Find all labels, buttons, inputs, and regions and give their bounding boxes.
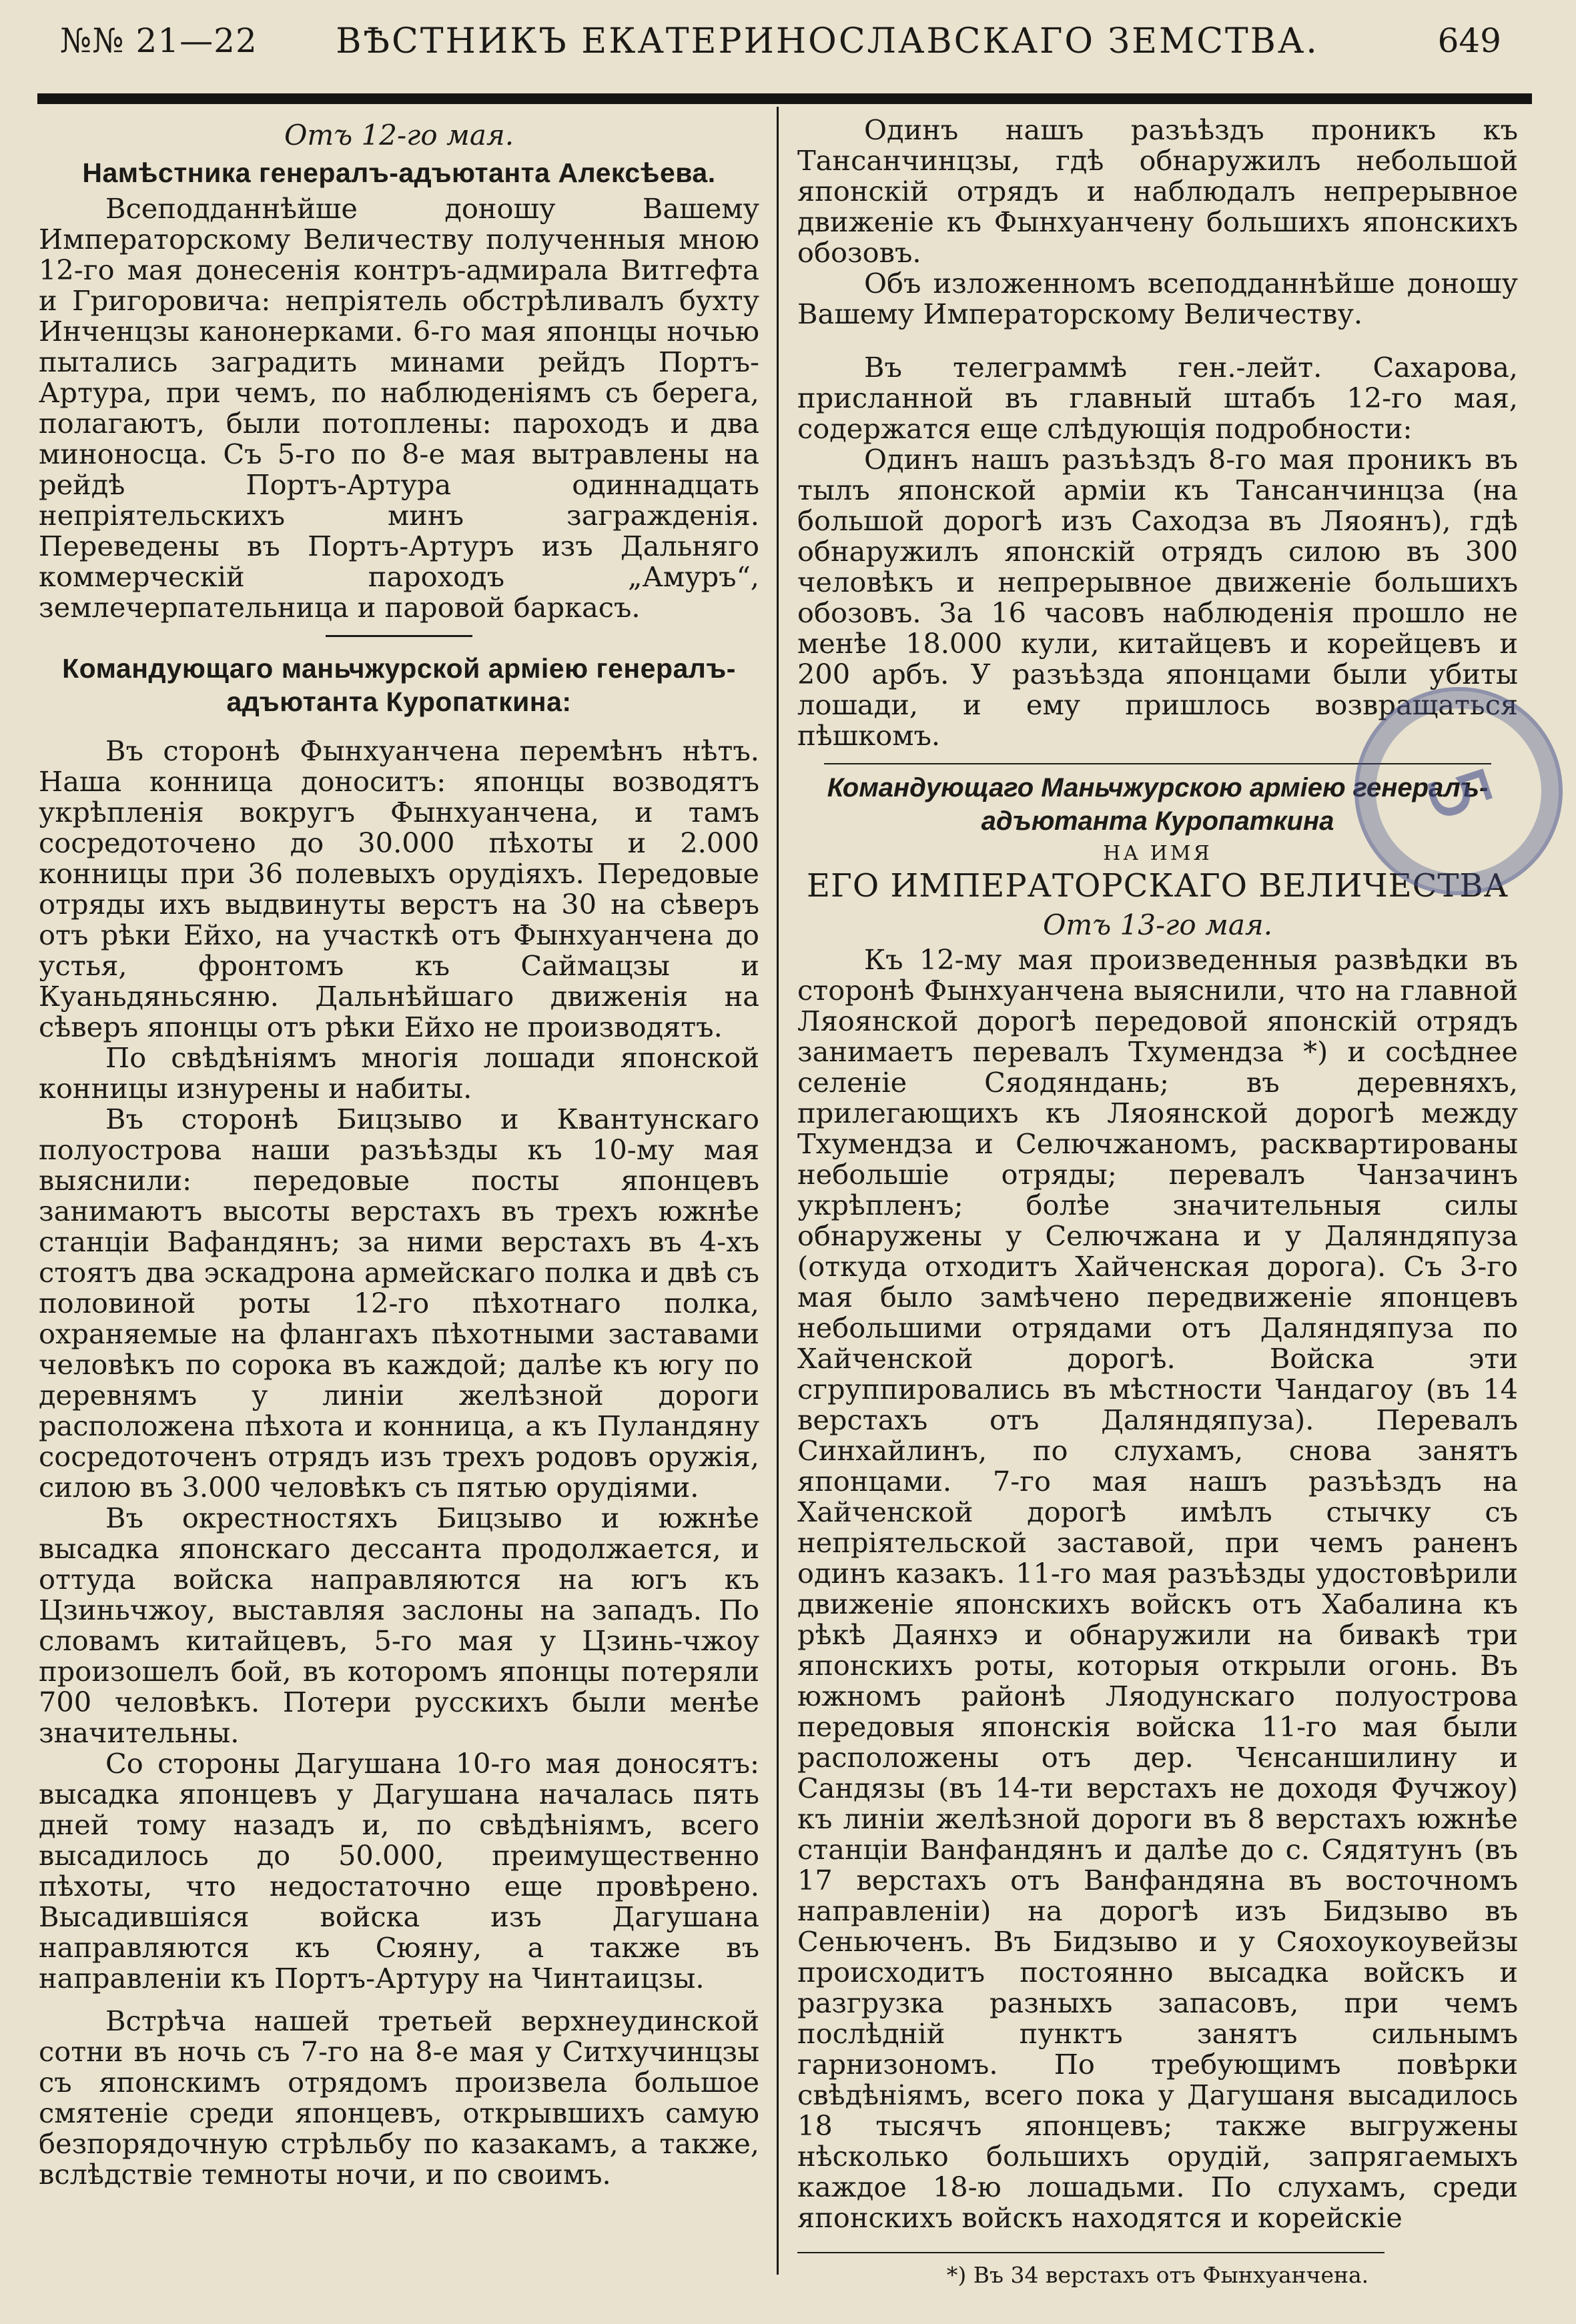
paragraph: Встрѣча нашей третьей верхнеудинской сотни въ ночь съ 7-го на 8-е мая у Ситхучинцзы съ японскимъ отрядомъ произвела большое смятеніе среди японцевъ, открывшихъ самую безпорядочную стрѣльбу по казакамъ, а также, вслѣдствіе темноты ночи, и по своимъ. [39,2004,759,2191]
dateline: Отъ 12-го мая. [284,119,514,151]
paragraph: По свѣдѣніямъ многія лошади японской конницы изнурены и набиты. [39,1041,759,1105]
section-heading: Намѣстника генералъ-адъютанта Алексѣева. [82,157,716,188]
section-divider [326,635,472,637]
footnote-rule [797,2252,1385,2253]
page-header [60,16,1501,69]
section-heading: Командующаго Маньчжурскою арміею генералъ-адъютанта Куропаткина [827,773,1489,836]
paragraph: Всеподданнѣйше доношу Вашему Императорскому Величеству полученныя мною 12-го мая донесенія контръ-адмирала Витгефта и Григоровича: непріятель обстрѣливалъ бухту Инченцзы канонерками. 6-го мая японцы ночью пытались заградить минами рейдъ Портъ-Артура, при чемъ, по наблюденіямъ съ берега, полагаютъ, были потоплены: пароходъ и два миноносца. Съ 5-го по 8-е мая вытравлены на рейдѣ Портъ-Артура одиннадцать непріятельскихъ минъ загражденія. Переведены въ Портъ-Артуръ изъ Дальняго коммерческій пароходъ „Амуръ“, землечерпательница и паровой баркасъ. [39,192,759,624]
issue-number: №№ 21—22 [60,21,258,60]
dateline: Отъ 13-го мая. [1042,909,1273,941]
masthead-title: ВѢСТНИКЪ ЕКАТЕРИНОСЛАВСКАГО ЗЕМСТВА. [336,21,1319,61]
header-rule [37,93,1532,104]
paragraph: Къ 12-му мая произведенныя развѣдки въ сторонѣ Фынхуанчена выяснили, что на главной Ляоянской дорогѣ передовой японскій отрядъ занимаетъ перевалъ Тхумендза *) и сосѣднее селеніе Сяодяндань; въ деревняхъ, прилегающихъ къ Ляоянской дорогѣ между Тхумендза и Селючжаномъ, расквартированы небольшіе отряды; перевалъ Чанзачинъ укрѣпленъ; болѣе значительныя силы обнаружены у Селючжана и у Даляндяпуза (откуда отходитъ Хайченская дорога). Съ 3-го мая было замѣчено передвиженіе японцевъ небольшими отрядами отъ Даляндяпуза по Хайченской дорогѣ. Войска эти сгруппировались въ мѣстности Чандагоу (въ 14 верстахъ отъ Даляндяпуза). Перевалъ Синхайлинъ, по слухамъ, снова занятъ японцами. 7-го мая нашъ разъѣздъ на Хайченской дорогѣ имѣлъ стычку съ непріятельской заставой, при чемъ раненъ одинъ казакъ. 11-го мая разъѣзды удостовѣрили движеніе японскихъ войскъ отъ Хабалина къ рѣкѣ Даянхэ и обнаружили на бивакѣ три японскихъ роты, которыя открыли огонь. Въ южномъ районѣ Ляодунскаго полуострова передовыя японскія войска 11-го мая были расположены отъ дер. Чєнсаншилину и Сандязы (въ 14-ти верстахъ не доходя Фучжоу) къ линіи желѣзной дороги въ 8 верстахъ южнѣе станціи Ванфандянъ и далѣе до с. Сядятунъ (въ 17 верстахъ отъ Ванфандяна въ восточномъ направленіи) на дорогѣ изъ Бидзыво въ Сеньюченъ. Въ Бидзыво и у Сяохоукоувейзы происходитъ постоянно высадка войскъ и разгрузка разныхъ запасовъ, при чемъ послѣдній пунктъ занятъ сильнымъ гарнизономъ. По требующимъ повѣрки свѣдѣніямъ, всего пока у Дагушаня высадилось 18 тысячъ японцевъ; также выгружены нѣсколько большихъ орудій, запрягаемыхъ каждое 18-ю лошадьми. По слухамъ, среди японскихъ войскъ находятся и корейскіе [797,943,1518,2234]
subheading-na-imya: НА ИМЯ [1103,842,1212,865]
left-column [39,115,759,2190]
paragraph: Одинъ нашъ разъѣздъ проникъ къ Тансанчинцзы, гдѣ обнаружилъ небольшой японскій отрядъ и наблюдалъ непрерывное движеніе къ Фынхуанчену большихъ японскихъ обозовъ. [797,113,1518,269]
paragraph: Со стороны Дагушана 10-го мая доносятъ: высадка японцевъ у Дагушана началась пять дней тому назадъ и, по свѣдѣніямъ, всего высадилось до 50.000, преимущественно пѣхоты, что недостаточно еще провѣрено. Высадившіяся войска изъ Дагушана направляются къ Сюяну, а также въ направленіи къ Портъ-Артуру на Чинтаицзы. [39,1747,759,1994]
paragraph: Одинъ нашъ разъѣздъ 8-го мая проникъ въ тылъ японской арміи къ Тансанчинцза (на большой дорогѣ изъ Саходза въ Ляоянъ), гдѣ обнаружилъ японскій отрядъ силою въ 300 человѣкъ и непрерывное движеніе большихъ обозовъ. За 16 часовъ наблюденія прошло не менѣе 18.000 кули, китайцевъ и корейцевъ и 200 арбъ. У разъѣзда японцами были убиты лошади, и ему пришлось возвращаться пѣшкомъ. [797,443,1518,752]
paragraph: Въ сторонѣ Бицзыво и Квантунскаго полуострова наши разъѣзды къ 10-му мая выяснили: передовые посты японцевъ занимаютъ высоты верстахъ въ трехъ южнѣе станціи Вафандянъ; за ними верстахъ въ 4-хъ стоятъ два эскадрона армейскаго полка и двѣ съ половиной роты 12-го пѣхотнаго полка, охраняемые на флангахъ пѣхотными заставами человѣкъ по сорока въ каждой; далѣе къ югу по деревнямъ у линіи желѣзной дороги расположена пѣхота и конница, а къ Пуландяну сосредоточенъ отрядъ изъ трехъ родовъ оружія, силою въ 3.000 человѣкъ съ пятью орудіями. [39,1103,759,1504]
page-number: 649 [1437,21,1501,60]
majesty-heading: ЕГО ИМПЕРАТОРСКАГО ВЕЛИЧЕСТВА [807,867,1509,905]
right-column [797,115,1518,2289]
paragraph: Объ изложенномъ всеподданнѣйше доношу Вашему Императорскому Величеству. [797,267,1518,330]
stamp-digit: 5 [1406,756,1511,833]
section-heading: Командующаго маньчжурской арміею генералъ-адъютанта Куропаткина: [62,653,736,717]
paragraph: Въ сторонѣ Фынхуанчена перемѣнъ нѣтъ. Наша конница доноситъ: японцы возводятъ укрѣпленія вокругъ Фынхуанчена, и тамъ сосредоточено до 30.000 пѣхоты и 2.000 конницы при 36 полевыхъ орудіяхъ. Передовые отряды ихъ выдвинуты верстъ на 30 на сѣверъ отъ рѣки Ейхо, на участкѣ отъ Фынхуанчена до устья, фронтомъ къ Саймацзы и Куаньдяньсяню. Дальнѣйшаго движенія на сѣверъ японцы отъ рѣки Ейхо не производятъ. [39,734,759,1043]
paragraph: Въ окрестностяхъ Бицзыво и южнѣе высадка японскаго дессанта продолжается, и оттуда войска направляются на югъ къ Цзиньчжоу, выставляя заслоны на западъ. По словамъ китайцевъ, 5-го мая у Цзинь-чжоу произошелъ бой, въ которомъ японцы потеряли 700 человѣкъ. Потери русскихъ были менѣе значительны. [39,1502,759,1749]
column-divider [777,107,779,2275]
paragraph: Въ телеграммѣ ген.-лейт. Сахарова, присланной въ главный штабъ 12-го мая, содержатся еще слѣдующія подробности: [797,351,1518,445]
footnote: *) Въ 34 верстахъ отъ Фынхуанчена. [946,2262,1369,2288]
